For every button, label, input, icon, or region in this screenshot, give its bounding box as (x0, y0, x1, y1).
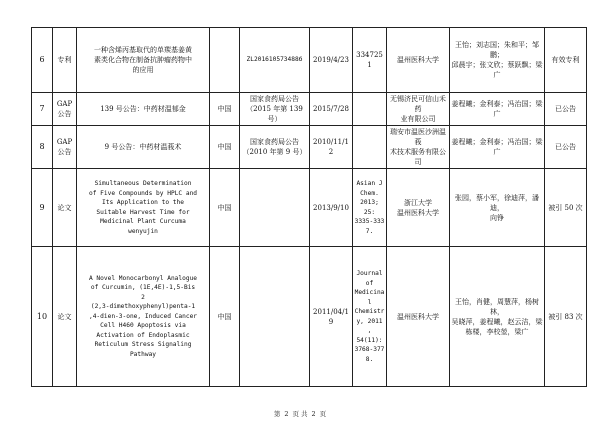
journal-line: 7. (365, 227, 374, 235)
source-line: （2010 年第 9 号） (242, 148, 307, 156)
journal-line: Journal (356, 270, 383, 277)
title-line: Activation of Endoplasmic (96, 331, 190, 339)
unit-line: 术技术服务有限公司 (390, 148, 446, 166)
unit-line: 温州医科大学 (397, 312, 439, 321)
item-region (210, 28, 240, 93)
item-title (77, 169, 210, 247)
table-row (32, 169, 587, 247)
item-type: 论文 (53, 247, 77, 387)
page-footer (0, 409, 600, 418)
title-line: wenyujin (128, 227, 158, 235)
source-line: （2015 年第 139 号） (246, 105, 303, 123)
item-number: 3347251 (353, 28, 387, 93)
journal-line: Chem. (360, 189, 379, 197)
title-line: 一种含烯丙基取代的单羰基姜黄 (94, 46, 192, 54)
item-journal (353, 247, 387, 387)
item-type: GAP 公告 (53, 126, 77, 169)
title-line: A Novel Monocarbonyl Analogue (88, 274, 198, 282)
item-authors (450, 247, 545, 387)
item-authors (450, 126, 545, 169)
item-authors (450, 169, 545, 247)
item-unit (387, 126, 450, 169)
journal-line: Chemistr (354, 308, 385, 315)
journal-line: 54(11): (356, 336, 383, 344)
journal-line: 2013; (360, 199, 379, 206)
item-date: 2010/11/12 (310, 126, 353, 169)
table-row (32, 28, 587, 93)
title-line: Reticulum Stress Signaling (94, 341, 192, 349)
journal-line: Asian J (356, 180, 383, 187)
item-title (77, 28, 210, 93)
title-line: of Five Compounds by HPLC and (88, 189, 198, 197)
achievements-table (31, 27, 587, 387)
author-line: 向铮 (490, 213, 504, 222)
author-line: 吴晓萍，姜程曦，赵云洁，梁 (451, 317, 543, 326)
table-row (32, 93, 587, 126)
item-region: 中国 (210, 169, 240, 247)
item-status: 有效专利 (545, 28, 587, 93)
item-type: 专利 (53, 28, 77, 93)
author-line: 王怡，肖健，周慧萍，杨树林， (455, 297, 539, 316)
title-line: Its Application to the (102, 199, 184, 206)
item-source (240, 169, 310, 247)
title-line: 139 号公告：中药材温郁金 (100, 105, 186, 113)
title-line: Pathway (129, 350, 157, 358)
journal-line: l (367, 298, 372, 306)
item-date: 2015/7/28 (310, 93, 353, 126)
item-source (240, 126, 310, 169)
title-line: 2 (141, 293, 145, 301)
author-line: 栋楼，李校堃，梁广 (465, 327, 529, 336)
unit-line: 瑞安市温医沙洲温莪 (390, 128, 446, 146)
row-number: 10 (32, 247, 53, 387)
item-number (353, 126, 387, 169)
title-line: Simultaneous Determination (94, 180, 192, 187)
item-region: 中国 (210, 247, 240, 387)
author-line: 邱晨宇；张文欣；蔡跃飘；梁广 (451, 61, 543, 79)
unit-line: 浙江大学 (404, 198, 432, 207)
item-type: 论文 (53, 169, 77, 247)
item-type: GAP 公告 (53, 93, 77, 126)
title-line: 9 号公告：中药材温莪术 (104, 143, 182, 151)
item-date: 2013/9/10 (310, 169, 353, 247)
footer-suffix: 页 (319, 410, 327, 418)
item-title (77, 126, 210, 169)
item-unit (387, 169, 450, 247)
footer-page-number: 2 (284, 410, 289, 418)
journal-line: y, 2011 (356, 317, 383, 325)
item-number (353, 93, 387, 126)
item-region: 中国 (210, 93, 240, 126)
title-line: Suitable Harvest Time for (96, 208, 190, 216)
item-title (77, 247, 210, 387)
row-number: 7 (32, 93, 53, 126)
item-status: 已公告 (545, 126, 587, 169)
unit-line: 温州医科大学 (397, 208, 439, 217)
unit-line: 业有限公司 (400, 115, 436, 123)
source-line: ZL201610573488б (246, 56, 303, 64)
item-title (77, 93, 210, 126)
journal-line: of (365, 279, 374, 287)
item-journal (353, 169, 387, 247)
item-unit (387, 247, 450, 387)
author-line: 王怡；刘志国；朱和平；邹鹏； (455, 41, 539, 59)
author-line: 张园，蔡小军，徐迪萍，潘迪， (455, 193, 539, 212)
item-date: 2019/4/23 (310, 28, 353, 93)
item-status: 被引 83 次 (545, 247, 587, 387)
item-source (240, 93, 310, 126)
table-row (32, 247, 587, 387)
journal-line: , (367, 327, 372, 334)
author-line: 姜程曦；金利泰；冯治国；梁广 (451, 100, 543, 118)
row-number: 8 (32, 126, 53, 169)
unit-line: 无锡济民可信山禾药 (390, 95, 446, 113)
journal-line: Medicina (354, 289, 385, 296)
item-source (240, 28, 310, 93)
source-line: 国家食药局公告 (250, 138, 299, 146)
item-region: 中国 (210, 126, 240, 169)
author-line: 姜程曦；金利泰；冯治国；梁广 (451, 138, 543, 156)
title-line: of Curcumin, (1E,4E)-1,5-Bis (90, 284, 196, 292)
footer-total-pages: 2 (311, 410, 316, 418)
row-number: 6 (32, 28, 53, 93)
item-date: 2011/04/19 (310, 247, 353, 387)
item-source (240, 247, 310, 387)
table-row (32, 126, 587, 169)
item-status: 已公告 (545, 93, 587, 126)
journal-line: 3768-377 (354, 346, 385, 353)
item-status: 被引 50 次 (545, 169, 587, 247)
row-number: 9 (32, 169, 53, 247)
item-authors (450, 28, 545, 93)
journal-line: 25: (363, 208, 376, 216)
title-line: Medicinal Plant Curcuma (100, 218, 186, 225)
journal-line: 8. (365, 355, 374, 363)
title-line: 的应用 (132, 66, 154, 74)
title-line: ,4-dien-3-one, Induced Cancer (88, 312, 198, 320)
footer-middle: 页 共 (292, 410, 308, 418)
item-authors (450, 93, 545, 126)
unit-line: 温州医科大学 (397, 56, 439, 64)
title-line: 素类化合物在制备抗肿瘤药物中 (94, 56, 192, 64)
title-line: (2,3-dimethoxyphenyl)penta-1 (90, 303, 196, 311)
source-line: 国家食药局公告 (250, 95, 299, 103)
footer-prefix: 第 (273, 410, 281, 418)
item-unit (387, 93, 450, 126)
title-line: Cell H460 Apoptosis via (100, 322, 186, 330)
journal-line: 3335-333 (354, 218, 385, 225)
item-unit (387, 28, 450, 93)
